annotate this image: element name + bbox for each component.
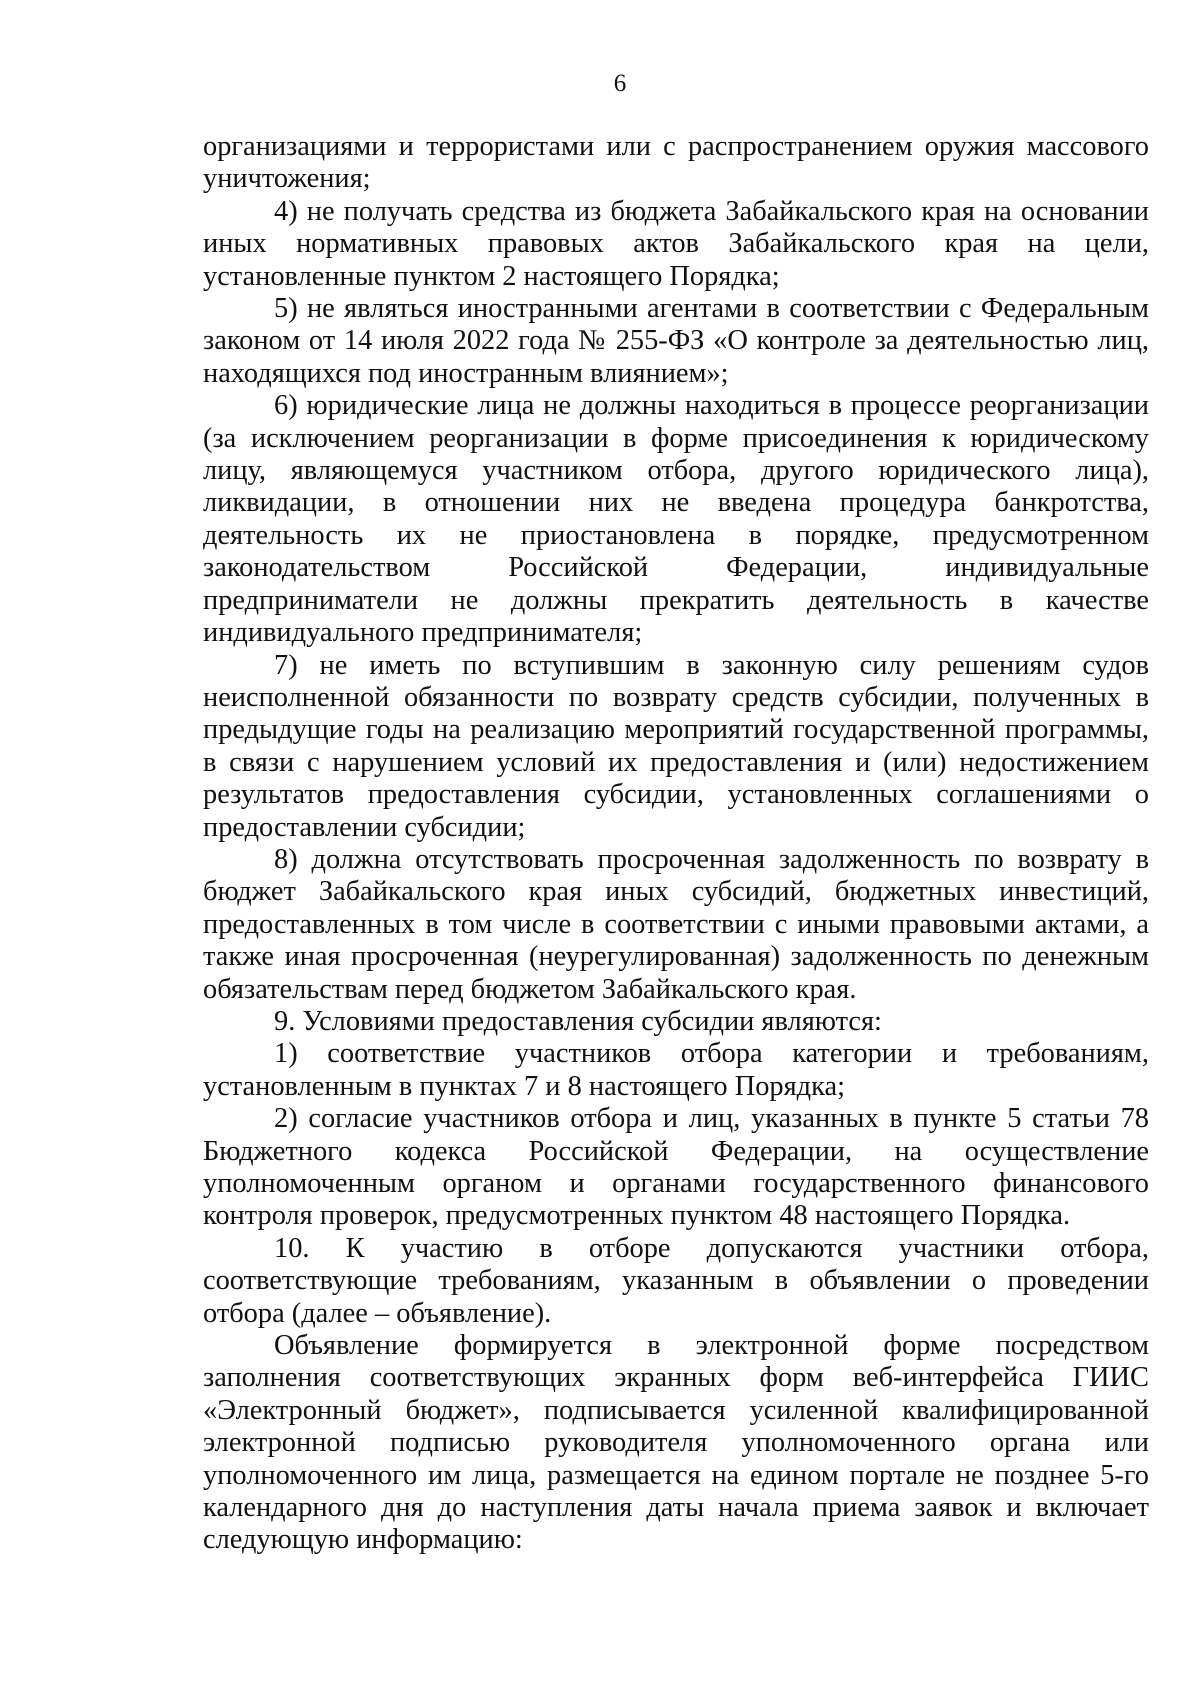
paragraph-section-9-item-2: 2) согласие участников отбора и лиц, указанных в пункте 5 статьи 78 Бюджетного кодекса Российской Федерации, на осуществление уполномоченным органом и органами государственного финансового контроля проверок, предусмотренных пунктом 48 настоящего Порядка. (203, 1103, 1149, 1232)
paragraph-section-9-item-1: 1) соответствие участников отбора категории и требованиям, установленным в пунктах 7 и 8 настоящего Порядка; (203, 1038, 1149, 1102)
paragraph-item-4: 4) не получать средства из бюджета Забайкальского края на основании иных нормативных правовых актов Забайкальского края на цели, установленные пунктом 2 настоящего Порядка; (203, 195, 1149, 292)
paragraph-announcement: Объявление формируется в электронной форме посредством заполнения соответствующих экранных форм веб-интерфейса ГИИС «Электронный бюджет», подписывается усиленной квалифицированной электронной подписью руководителя уполномоченного органа или уполномоченного им лица, размещается на едином портале не позднее 5-го календарного дня до наступления даты начала приема заявок и включает следующую информацию: (203, 1330, 1149, 1556)
paragraph-item-8: 8) должна отсутствовать просроченная задолженность по возврату в бюджет Забайкальского края иных субсидий, бюджетных инвестиций, предоставленных в том числе в соответствии с иными правовыми актами, а также иная просроченная (неурегулированная) задолженность по денежным обязательствам перед бюджетом Забайкальского края. (203, 843, 1149, 1005)
page-number: 6 (613, 70, 627, 97)
paragraph-section-10: 10. К участию в отборе допускаются участники отбора, соответствующие требованиям, указанным в объявлении о проведении отбора (далее – объявление). (203, 1232, 1149, 1329)
paragraph-item-7: 7) не иметь по вступившим в законную силу решениям судов неисполненной обязанности по возврату средств субсидии, полученных в предыдущие годы на реализацию мероприятий государственной программы, в связи с нарушением условий их предоставления и (или) недостижением результатов предоставления субсидии, установленных соглашениями о предоставлении субсидии; (203, 649, 1149, 843)
paragraph-item-5: 5) не являться иностранными агентами в соответствии с Федеральным законом от 14 июля 2022 года № 255-ФЗ «О контроле за деятельностью лиц, находящихся под иностранным влиянием»; (203, 293, 1149, 389)
paragraph-item-6: 6) юридические лица не должны находиться в процессе реорганизации (за исключением реорганизации в форме присоединения к юридическому лицу, являющемуся участником отбора, другого юридического лица), ликвидации, в отношении них не введена процедура банкротства, деятельность их не приостановлена в порядке, предусмотренном законодательством Российской Федерации, индивидуальные предприниматели не должны прекратить деятельность в качестве индивидуального предпринимателя; (203, 390, 1149, 649)
document-body (203, 131, 1149, 1557)
paragraph-section-9: 9. Условиями предоставления субсидии являются: (274, 1005, 882, 1037)
paragraph-continuation: организациями и террористами или с распространением оружия массового уничтожения; (203, 131, 1149, 195)
